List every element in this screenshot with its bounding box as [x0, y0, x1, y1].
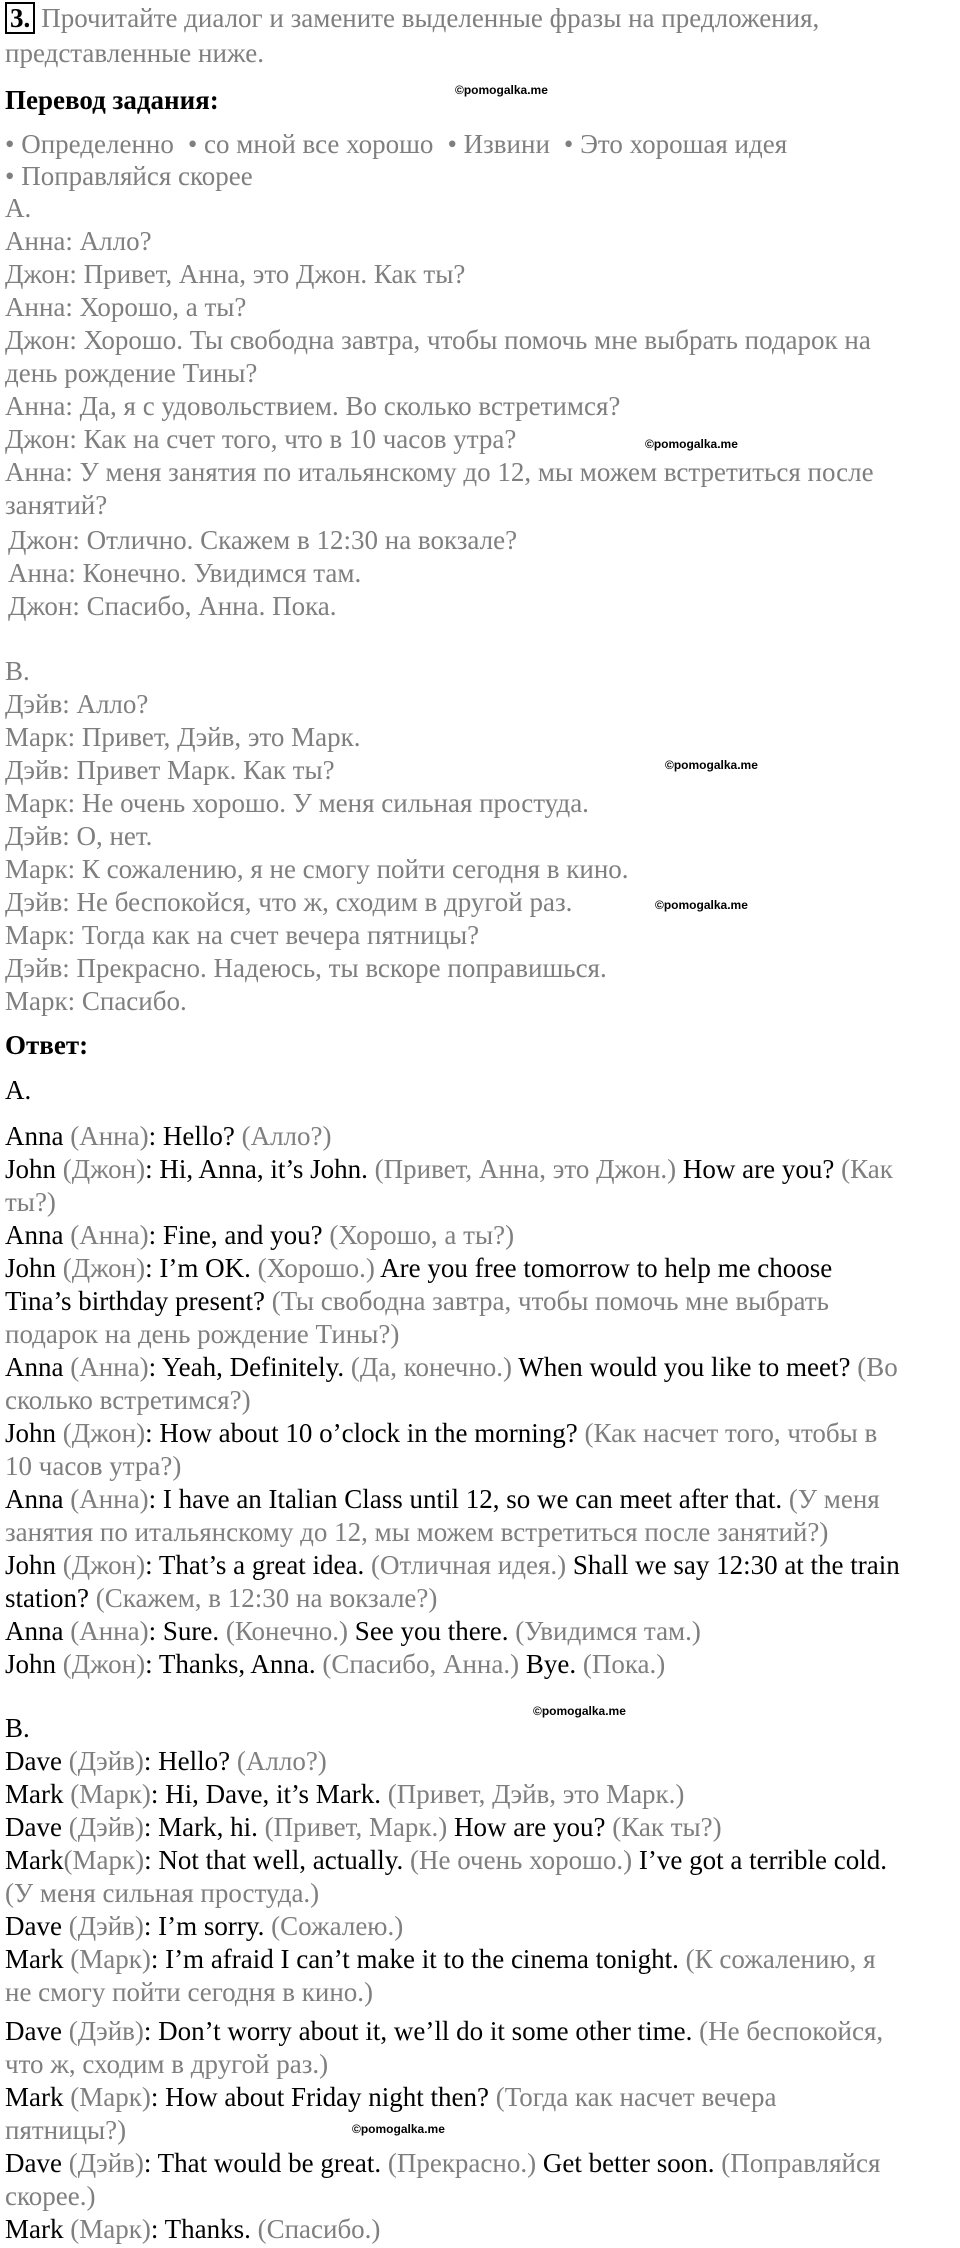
- dialog-line: Джон: Спасибо, Анна. Пока.: [8, 591, 337, 621]
- speaker-translation: (Дэйв): [61, 1911, 144, 1941]
- answer-line: [5, 2147, 880, 2180]
- answer-line: [5, 1417, 877, 1450]
- dialog-line: Дэйв: Прекрасно. Надеюсь, ты вскоре поправишься.: [5, 953, 607, 983]
- speaker-translation: (Джон): [56, 1253, 146, 1283]
- english-phrase: : How about 10 o’clock in the morning?: [145, 1418, 578, 1448]
- phrase-item: • Определенно: [5, 129, 174, 159]
- speaker-translation: (Анна): [63, 1220, 149, 1250]
- answer-line: [5, 1910, 403, 1943]
- speaker: John: [5, 1154, 57, 1184]
- answer-line: [5, 1943, 876, 1976]
- dialog-line: Дэйв: О, нет.: [5, 821, 153, 851]
- speaker-translation: (Анна): [63, 1484, 149, 1514]
- speaker: Mark: [5, 2214, 64, 2244]
- speaker-translation: (Джон): [56, 1154, 146, 1184]
- speaker: Dave: [5, 1911, 62, 1941]
- russian-translation: (Алло?): [230, 1746, 327, 1776]
- russian-translation: (Отличная идея.): [364, 1550, 567, 1580]
- answer-line: [5, 2081, 776, 2114]
- russian-translation: (Поправляйся: [714, 2148, 881, 2178]
- phrase-item: • со мной все хорошо: [187, 129, 434, 159]
- russian-translation: (К сожалению, я: [678, 1944, 876, 1974]
- english-phrase: : I have an Italian Class until 12, so we can meet after that.: [148, 1484, 783, 1514]
- task-instruction-line-2: представленные ниже.: [5, 38, 264, 68]
- english-phrase: Get better soon.: [536, 2148, 715, 2178]
- answer-line: [5, 1285, 829, 1318]
- translation-heading: Перевод задания:: [5, 85, 219, 115]
- answer-line: [5, 1120, 332, 1153]
- watermark: ©pomogalka.me: [665, 758, 758, 772]
- russian-translation: (Конечно.): [219, 1616, 349, 1646]
- speaker: Mark: [5, 1779, 64, 1809]
- speaker-translation: (Дэйв): [61, 2016, 144, 2046]
- answer-line: [5, 1745, 327, 1778]
- answer-line: [5, 2015, 883, 2048]
- english-phrase: : Not that well, actually.: [144, 1845, 404, 1875]
- dialog-line: Дэйв: Не беспокойся, что ж, сходим в другой раз.: [5, 887, 573, 917]
- russian-translation: (Алло?): [234, 1121, 332, 1151]
- russian-translation: (Привет, Дэйв, это Марк.): [381, 1779, 685, 1809]
- russian-translation: (Скажем, в 12:30 на вокзале?): [88, 1583, 438, 1613]
- phrase-list: [5, 128, 787, 161]
- task-instruction-line-1: Прочитайте диалог и замените выделенные фразы на предложения,: [41, 3, 820, 33]
- speaker: John: [5, 1253, 57, 1283]
- english-phrase: : Sure.: [148, 1616, 220, 1646]
- dialog-line: Дэйв: Алло?: [5, 689, 149, 719]
- english-phrase: How are you?: [676, 1154, 835, 1184]
- dialog-line: Марк: Не очень хорошо. У меня сильная простуда.: [5, 788, 589, 818]
- answer-line: [5, 1615, 701, 1648]
- speaker: Mark: [5, 1845, 64, 1875]
- english-phrase: : I’m afraid I can’t make it to the cinema tonight.: [150, 1944, 679, 1974]
- dialog-line: день рождение Тины?: [5, 358, 258, 388]
- russian-translation: (Прекрасно.): [381, 2148, 537, 2178]
- russian-translation: (Увидимся там.): [508, 1616, 701, 1646]
- english-phrase: : Mark, hi.: [143, 1812, 258, 1842]
- dialog-line: Анна: Да, я с удовольствием. Во сколько встретимся?: [5, 391, 621, 421]
- speaker: Mark: [5, 2082, 64, 2112]
- phrase-item: • Извини: [447, 129, 550, 159]
- dialog-line: Джон: Отлично. Скажем в 12:30 на вокзале?: [8, 525, 518, 555]
- speaker-translation: (Анна): [63, 1616, 149, 1646]
- russian-translation: (Тогда как насчет вечера: [489, 2082, 777, 2112]
- watermark: ©pomogalka.me: [655, 898, 748, 912]
- speaker-translation: (Джон): [56, 1550, 146, 1580]
- english-phrase: : Hi, Anna, it’s John.: [145, 1154, 368, 1184]
- speaker-translation: (Марк): [63, 2082, 151, 2112]
- dialog-line: Джон: Как на счет того, что в 10 часов утра?: [5, 424, 517, 454]
- speaker: Anna: [5, 1616, 64, 1646]
- speaker-translation: (Джон): [56, 1418, 146, 1448]
- speaker: Dave: [5, 2148, 62, 2178]
- russian-translation: (Не очень хорошо.): [403, 1845, 633, 1875]
- speaker-translation: (Дэйв): [61, 2148, 144, 2178]
- answer-line: [5, 1811, 722, 1844]
- answer-a-label: A.: [5, 1075, 32, 1105]
- watermark: ©pomogalka.me: [352, 2122, 445, 2136]
- answer-b-label: B.: [5, 1713, 30, 1743]
- russian-translation: скорее.): [5, 2181, 96, 2211]
- watermark: ©pomogalka.me: [533, 1704, 626, 1718]
- speaker-translation: (Анна): [63, 1352, 149, 1382]
- russian-translation: 10 часов утра?): [5, 1451, 182, 1481]
- task-number: 3.: [5, 2, 35, 34]
- english-phrase: Shall we say 12:30 at the train: [566, 1550, 900, 1580]
- speaker-translation: (Анна): [63, 1121, 149, 1151]
- russian-translation: сколько встретимся?): [5, 1385, 251, 1415]
- answer-line: [5, 1844, 887, 1877]
- speaker-translation: (Марк): [63, 2214, 151, 2244]
- speaker: Anna: [5, 1352, 64, 1382]
- speaker-translation: (Марк): [63, 1944, 151, 1974]
- answer-line: [5, 1549, 900, 1582]
- russian-translation: (Да, конечно.): [344, 1352, 513, 1382]
- speaker: Mark: [5, 1944, 64, 1974]
- english-phrase: : That’s a great idea.: [145, 1550, 365, 1580]
- speaker: Anna: [5, 1121, 64, 1151]
- russian-translation: (Не беспокойся,: [692, 2016, 884, 2046]
- english-phrase: See you there.: [348, 1616, 509, 1646]
- dialog-line: Марк: Тогда как на счет вечера пятницы?: [5, 920, 480, 950]
- russian-translation: пятницы?): [5, 2115, 127, 2145]
- dialog-line: Дэйв: Привет Марк. Как ты?: [5, 755, 335, 785]
- english-phrase: : That would be great.: [143, 2148, 382, 2178]
- speaker-translation: (Марк): [63, 1845, 145, 1875]
- english-phrase: When would you like to meet?: [512, 1352, 851, 1382]
- dialog-line: Марк: К сожалению, я не смогу пойти сегодня в кино.: [5, 854, 629, 884]
- english-phrase: : Hello?: [148, 1121, 235, 1151]
- russian-translation: (Хорошо.): [250, 1253, 375, 1283]
- english-phrase: station?: [5, 1583, 89, 1613]
- russian-translation: (Привет, Марк.): [257, 1812, 448, 1842]
- phrase-item: • Это хорошая идея: [563, 129, 788, 159]
- english-phrase: : Don’t worry about it, we’ll do it some other time.: [143, 2016, 693, 2046]
- speaker: Anna: [5, 1220, 64, 1250]
- russian-translation: не смогу пойти сегодня в кино.): [5, 1977, 374, 2007]
- russian-translation: (Как насчет того, чтобы в: [577, 1418, 878, 1448]
- russian-translation: (Спасибо.): [250, 2214, 381, 2244]
- english-phrase: Are you free tomorrow to help me choose: [374, 1253, 833, 1283]
- russian-translation: (Пока.): [576, 1649, 666, 1679]
- english-phrase: : I’m sorry.: [143, 1911, 265, 1941]
- answer-line: [5, 1351, 898, 1384]
- russian-translation: (У меня: [782, 1484, 880, 1514]
- russian-translation: (Привет, Анна, это Джон.): [367, 1154, 677, 1184]
- speaker-translation: (Дэйв): [61, 1812, 144, 1842]
- answer-line: [5, 2213, 380, 2246]
- speaker: John: [5, 1418, 57, 1448]
- answer-line: [5, 1648, 665, 1681]
- speaker: Dave: [5, 1812, 62, 1842]
- speaker-translation: (Джон): [56, 1649, 146, 1679]
- english-phrase: : Fine, and you?: [148, 1220, 323, 1250]
- dialog-a-label: A.: [5, 193, 32, 223]
- russian-translation: (Ты свободна завтра, чтобы помочь мне выбрать: [264, 1286, 829, 1316]
- english-phrase: : Thanks.: [150, 2214, 251, 2244]
- russian-translation: (Как ты?): [605, 1812, 722, 1842]
- dialog-line: занятий?: [5, 490, 108, 520]
- russian-translation: (Спасибо, Анна.): [315, 1649, 520, 1679]
- answer-line: [5, 1778, 684, 1811]
- watermark: ©pomogalka.me: [455, 83, 548, 97]
- english-phrase: : I’m OK.: [145, 1253, 251, 1283]
- dialog-b-label: B.: [5, 656, 30, 686]
- speaker: Anna: [5, 1484, 64, 1514]
- russian-translation: (Как: [834, 1154, 893, 1184]
- answer-line: [5, 1252, 832, 1285]
- dialog-line: Анна: Конечно. Увидимся там.: [8, 558, 362, 588]
- speaker: John: [5, 1649, 57, 1679]
- task-instruction: [5, 2, 819, 35]
- answer-line: [5, 1483, 880, 1516]
- answer-heading: Ответ:: [5, 1030, 89, 1060]
- dialog-line: Джон: Привет, Анна, это Джон. Как ты?: [5, 259, 466, 289]
- speaker: Dave: [5, 1746, 62, 1776]
- english-phrase: How are you?: [447, 1812, 606, 1842]
- dialog-line: Марк: Спасибо.: [5, 986, 187, 1016]
- answer-line: [5, 1219, 514, 1252]
- english-phrase: : Thanks, Anna.: [145, 1649, 316, 1679]
- dialog-line: Марк: Привет, Дэйв, это Марк.: [5, 722, 361, 752]
- english-phrase: : How about Friday night then?: [150, 2082, 490, 2112]
- english-phrase: : Yeah, Definitely.: [148, 1352, 345, 1382]
- speaker: John: [5, 1550, 57, 1580]
- russian-translation: ты?): [5, 1187, 56, 1217]
- english-phrase: I’ve got a terrible cold.: [632, 1845, 888, 1875]
- speaker-translation: (Дэйв): [61, 1746, 144, 1776]
- russian-translation: (Хорошо, а ты?): [322, 1220, 515, 1250]
- russian-translation: (У меня сильная простуда.): [5, 1878, 320, 1908]
- answer-line: [5, 1153, 893, 1186]
- russian-translation: занятия по итальянскому до 12, мы можем встретиться после занятий?): [5, 1517, 829, 1547]
- english-phrase: : Hello?: [143, 1746, 231, 1776]
- russian-translation: (Сожалею.): [264, 1911, 404, 1941]
- speaker: Dave: [5, 2016, 62, 2046]
- dialog-line: Анна: Хорошо, а ты?: [5, 292, 247, 322]
- dialog-line: Анна: У меня занятия по итальянскому до 12, мы можем встретиться после: [5, 457, 874, 487]
- english-phrase: : Hi, Dave, it’s Mark.: [150, 1779, 382, 1809]
- answer-line: [5, 1582, 437, 1615]
- dialog-line: Джон: Хорошо. Ты свободна завтра, чтобы помочь мне выбрать подарок на: [5, 325, 871, 355]
- speaker-translation: (Марк): [63, 1779, 151, 1809]
- russian-translation: что ж, сходим в другой раз.): [5, 2049, 329, 2079]
- russian-translation: подарок на день рождение Тины?): [5, 1319, 400, 1349]
- english-phrase: Bye.: [519, 1649, 577, 1679]
- dialog-line: Анна: Алло?: [5, 226, 152, 256]
- english-phrase: Tina’s birthday present?: [5, 1286, 265, 1316]
- phrase-item: • Поправляйся скорее: [5, 161, 253, 191]
- watermark: ©pomogalka.me: [645, 437, 738, 451]
- russian-translation: (Во: [850, 1352, 898, 1382]
